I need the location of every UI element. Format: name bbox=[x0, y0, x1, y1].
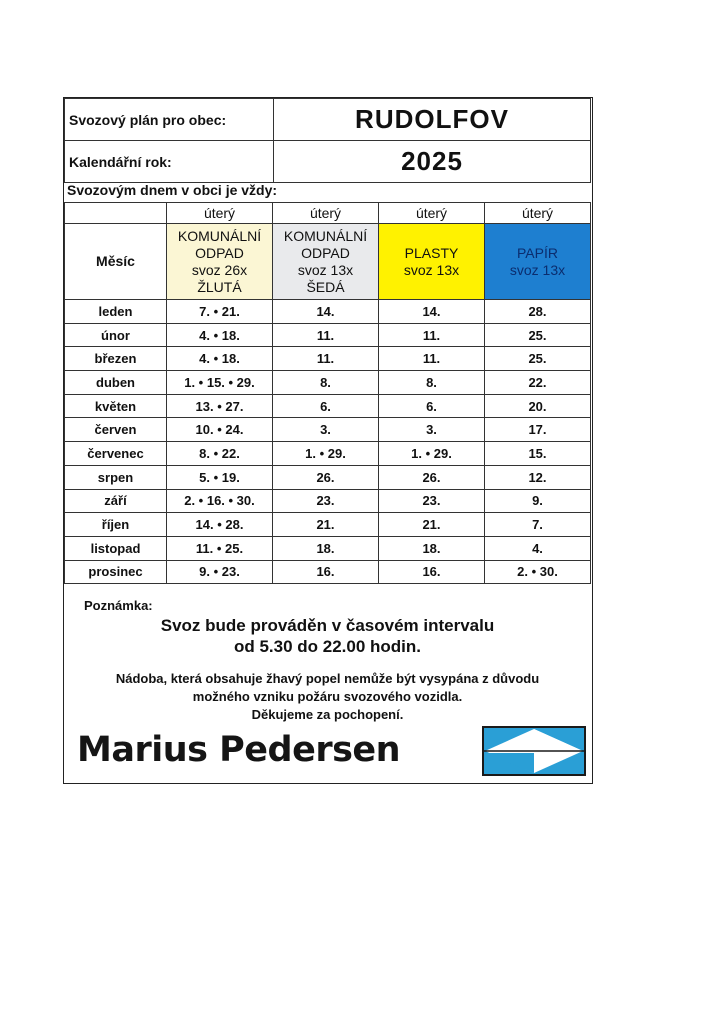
table-row bbox=[65, 489, 591, 513]
table-row bbox=[65, 560, 591, 584]
date-cell: 4. bbox=[485, 536, 591, 560]
category-papir bbox=[485, 224, 591, 300]
date-cell: 9. • 23. bbox=[167, 560, 273, 584]
category-line: ODPAD bbox=[195, 244, 244, 261]
marius-pedersen-logo-icon bbox=[482, 726, 586, 776]
note-warning-line: Děkujeme za pochopení. bbox=[251, 707, 404, 722]
date-cell: 3. bbox=[379, 418, 485, 442]
date-cell: 10. • 24. bbox=[167, 418, 273, 442]
weekday-cell: úterý bbox=[379, 203, 485, 224]
date-cell: 23. bbox=[273, 489, 379, 513]
date-cell: 26. bbox=[379, 465, 485, 489]
date-cell: 4. • 18. bbox=[167, 347, 273, 371]
category-line: svoz 26x bbox=[191, 261, 248, 278]
date-cell: 8. • 22. bbox=[167, 442, 273, 466]
date-cell: 2. • 16. • 30. bbox=[167, 489, 273, 513]
month-cell: květen bbox=[65, 394, 167, 418]
category-line: svoz 13x bbox=[509, 261, 566, 278]
date-cell: 16. bbox=[379, 560, 485, 584]
category-line: KOMUNÁLNÍ bbox=[177, 227, 262, 244]
category-line: PLASTY bbox=[404, 244, 459, 261]
date-cell: 3. bbox=[273, 418, 379, 442]
label-obec: Svozový plán pro obec: bbox=[65, 99, 274, 141]
category-line: svoz 13x bbox=[297, 261, 354, 278]
date-cell: 20. bbox=[485, 394, 591, 418]
date-cell: 16. bbox=[273, 560, 379, 584]
weekday-cell: úterý bbox=[167, 203, 273, 224]
note-warning-line: možného vzniku požáru svozového vozidla. bbox=[192, 689, 463, 704]
date-cell: 8. bbox=[379, 371, 485, 395]
brand-name: Marius Pedersen bbox=[77, 730, 401, 770]
month-cell: březen bbox=[65, 347, 167, 371]
month-cell: prosinec bbox=[65, 560, 167, 584]
month-cell: únor bbox=[65, 323, 167, 347]
date-cell: 11. bbox=[379, 323, 485, 347]
table-row bbox=[65, 465, 591, 489]
category-row bbox=[65, 224, 591, 300]
note-main-line: od 5.30 do 22.00 hodin. bbox=[233, 637, 422, 656]
date-cell: 21. bbox=[379, 513, 485, 537]
date-cell: 18. bbox=[273, 536, 379, 560]
header-table bbox=[64, 98, 591, 183]
date-cell: 1. • 29. bbox=[379, 442, 485, 466]
note-warning-line: Nádoba, která obsahuje žhavý popel nemůže být vysypána z důvodu bbox=[115, 671, 540, 686]
date-cell: 2. • 30. bbox=[485, 560, 591, 584]
note-main bbox=[64, 615, 591, 657]
month-cell: červenec bbox=[65, 442, 167, 466]
note-label: Poznámka: bbox=[84, 598, 153, 613]
date-cell: 18. bbox=[379, 536, 485, 560]
month-cell: duben bbox=[65, 371, 167, 395]
date-cell: 1. • 29. bbox=[273, 442, 379, 466]
date-cell: 5. • 19. bbox=[167, 465, 273, 489]
date-cell: 23. bbox=[379, 489, 485, 513]
month-cell: září bbox=[65, 489, 167, 513]
table-row bbox=[65, 300, 591, 324]
date-cell: 6. bbox=[273, 394, 379, 418]
category-line: KOMUNÁLNÍ bbox=[283, 227, 368, 244]
month-cell: říjen bbox=[65, 513, 167, 537]
date-cell: 25. bbox=[485, 323, 591, 347]
date-cell: 14. bbox=[379, 300, 485, 324]
month-cell: červen bbox=[65, 418, 167, 442]
table-row bbox=[65, 536, 591, 560]
category-komunalni-zluta bbox=[167, 224, 273, 300]
date-cell: 11. bbox=[379, 347, 485, 371]
date-cell: 9. bbox=[485, 489, 591, 513]
category-line: PAPÍR bbox=[517, 244, 558, 261]
date-cell: 13. • 27. bbox=[167, 394, 273, 418]
date-cell: 8. bbox=[273, 371, 379, 395]
date-cell: 17. bbox=[485, 418, 591, 442]
date-cell: 1. • 15. • 29. bbox=[167, 371, 273, 395]
category-line: ŠEDÁ bbox=[306, 278, 345, 295]
date-cell: 26. bbox=[273, 465, 379, 489]
table-row bbox=[65, 371, 591, 395]
date-cell: 11. • 25. bbox=[167, 536, 273, 560]
weekday-cell: úterý bbox=[273, 203, 379, 224]
date-cell: 11. bbox=[273, 347, 379, 371]
category-line: ODPAD bbox=[301, 244, 350, 261]
date-cell: 15. bbox=[485, 442, 591, 466]
table-row bbox=[65, 418, 591, 442]
month-cell: leden bbox=[65, 300, 167, 324]
date-cell: 22. bbox=[485, 371, 591, 395]
category-line: svoz 13x bbox=[403, 261, 460, 278]
month-cell: listopad bbox=[65, 536, 167, 560]
weekday-row bbox=[65, 203, 591, 224]
date-cell: 6. bbox=[379, 394, 485, 418]
month-rows bbox=[65, 300, 591, 584]
obec-name: RUDOLFOV bbox=[274, 99, 591, 141]
weekday-empty-cell bbox=[65, 203, 167, 224]
note-warning bbox=[64, 670, 591, 724]
date-cell: 21. bbox=[273, 513, 379, 537]
table-row bbox=[65, 323, 591, 347]
year: 2025 bbox=[274, 141, 591, 183]
month-header: Měsíc bbox=[65, 224, 167, 300]
date-cell: 11. bbox=[273, 323, 379, 347]
table-row bbox=[65, 442, 591, 466]
note-main-line: Svoz bude prováděn v časovém intervalu bbox=[160, 616, 495, 635]
category-plasty bbox=[379, 224, 485, 300]
month-cell: srpen bbox=[65, 465, 167, 489]
date-cell: 7. • 21. bbox=[167, 300, 273, 324]
schedule-table bbox=[64, 202, 591, 584]
category-line: ŽLUTÁ bbox=[197, 278, 242, 295]
label-rok: Kalendářní rok: bbox=[65, 141, 274, 183]
weekday-cell: úterý bbox=[485, 203, 591, 224]
table-row bbox=[65, 347, 591, 371]
date-cell: 7. bbox=[485, 513, 591, 537]
collection-day-note: Svozovým dnem v obci je vždy: bbox=[67, 182, 278, 198]
date-cell: 14. bbox=[273, 300, 379, 324]
table-row bbox=[65, 394, 591, 418]
date-cell: 14. • 28. bbox=[167, 513, 273, 537]
category-komunalni-seda bbox=[273, 224, 379, 300]
table-row bbox=[65, 513, 591, 537]
date-cell: 4. • 18. bbox=[167, 323, 273, 347]
date-cell: 25. bbox=[485, 347, 591, 371]
date-cell: 28. bbox=[485, 300, 591, 324]
date-cell: 12. bbox=[485, 465, 591, 489]
collection-schedule-sheet bbox=[63, 97, 593, 784]
